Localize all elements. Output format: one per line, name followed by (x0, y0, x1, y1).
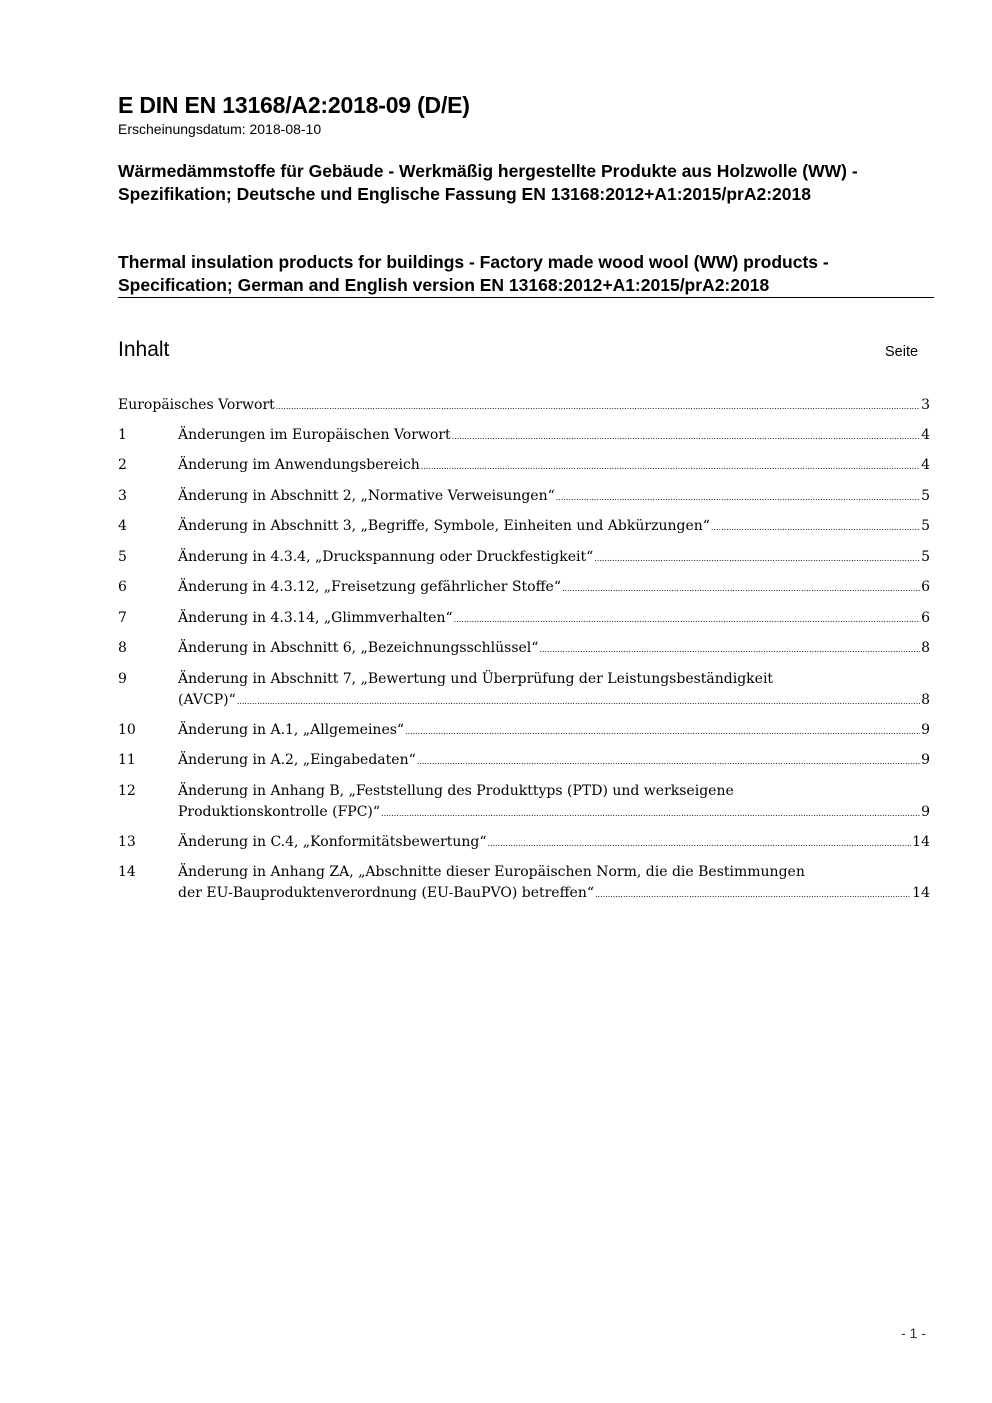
toc-entry-number: 5 (118, 549, 127, 565)
toc-entry-number: 9 (118, 671, 127, 687)
toc-entry-title-line: Änderung in 4.3.14, „Glimmverhalten“ (178, 610, 453, 626)
toc-entry[interactable] (118, 547, 930, 569)
publication-date: Erscheinungsdatum: 2018-08-10 (118, 121, 322, 137)
toc-entry[interactable] (118, 781, 930, 824)
title-english: Thermal insulation products for buildings - Factory made wood wool (WW) products - Specification; German and English version EN 13168:2012+A1:2015/prA2:2018 (118, 252, 829, 295)
toc-entry-number: 7 (118, 610, 127, 626)
toc-entry[interactable] (118, 720, 930, 742)
toc-entry-number: 12 (118, 783, 136, 799)
toc-entry-page: 5 (921, 488, 930, 504)
toc-entry-title-line: der EU-Bauproduktenverordnung (EU-BauPVO) betreffen“ (178, 885, 594, 901)
toc-page-column-label: Seite (885, 344, 919, 360)
toc-entry-title-line: Änderung in Abschnitt 6, „Bezeichnungsschlüssel“ (178, 640, 539, 656)
toc-entry[interactable] (118, 516, 930, 538)
toc-dot-leader (488, 832, 912, 854)
toc-entry-number: 14 (118, 864, 136, 880)
toc-dot-leader (454, 608, 920, 630)
toc-entry-title-line: Änderung in 4.3.4, „Druckspannung oder Druckfestigkeit“ (178, 549, 594, 565)
page-number: - 1 - (901, 1325, 926, 1341)
toc-entry-page: 5 (921, 518, 930, 534)
toc-dot-leader (711, 516, 920, 538)
toc-dot-leader (405, 720, 920, 742)
toc-dot-leader (417, 750, 920, 772)
toc-entry-title-line: Änderung in Anhang B, „Feststellung des Produkttyps (PTD) und werkseigene (178, 783, 734, 799)
toc-entry[interactable] (118, 395, 930, 417)
toc-entry[interactable] (118, 832, 930, 854)
toc-entry-title-line: Produktionskontrolle (FPC)“ (178, 804, 381, 820)
toc-entry-page: 4 (921, 427, 930, 443)
toc-entry[interactable] (118, 455, 930, 477)
toc-entry-page: 3 (921, 397, 930, 413)
toc-dot-leader (421, 455, 920, 477)
toc-entry-title-line: Änderung im Anwendungsbereich (178, 457, 420, 473)
toc-entry-number: 11 (118, 752, 136, 768)
toc-entry-title-line: (AVCP)“ (178, 692, 236, 708)
toc-entry-number: 13 (118, 834, 136, 850)
toc-entry[interactable] (118, 862, 930, 905)
toc-dot-leader (276, 395, 920, 417)
toc-entry-title-line: Europäisches Vorwort (118, 397, 275, 413)
toc-entry-number: 4 (118, 518, 127, 534)
toc-entry-page: 8 (921, 640, 930, 656)
toc-dot-leader (539, 638, 920, 660)
toc-entry-title-line: Änderung in Abschnitt 3, „Begriffe, Symbole, Einheiten und Abkürzungen“ (178, 518, 710, 534)
toc-entry-title-line: Änderung in Abschnitt 2, „Normative Verweisungen“ (178, 488, 555, 504)
toc-entry-page: 9 (921, 752, 930, 768)
toc-entry-page: 14 (912, 885, 930, 901)
toc-entry-number: 3 (118, 488, 127, 504)
toc-entry-title-line: Änderung in Abschnitt 7, „Bewertung und Überprüfung der Leistungsbeständigkeit (178, 671, 774, 687)
toc-entry[interactable] (118, 638, 930, 660)
toc-entry-page: 9 (921, 722, 930, 738)
toc-entry[interactable] (118, 486, 930, 508)
toc-dot-leader (237, 690, 920, 712)
toc-entry-page: 9 (921, 804, 930, 820)
title-german: Wärmedämmstoffe für Gebäude - Werkmäßig hergestellte Produkte aus Holzwolle (WW) - Spezifikation; Deutsche und Englische Fassung EN 13168:2012+A1:2015/prA2:2018 (118, 161, 858, 204)
toc-dot-leader (562, 577, 920, 599)
toc-entry-number: 2 (118, 457, 127, 473)
toc-entry-number: 6 (118, 579, 127, 595)
toc-entry-number: 1 (118, 427, 127, 443)
toc-entry[interactable] (118, 608, 930, 630)
toc-dot-leader (452, 425, 920, 447)
title-divider (118, 297, 934, 298)
toc-entry-title-line: Änderung in 4.3.12, „Freisetzung gefährlicher Stoffe“ (178, 579, 561, 595)
toc-dot-leader (556, 486, 920, 508)
toc-heading: Inhalt (118, 338, 170, 361)
toc-entry-title-line: Änderung in Anhang ZA, „Abschnitte dieser Europäischen Norm, die die Bestimmungen (178, 864, 805, 880)
toc-entry-title-line: Änderung in A.2, „Eingabedaten“ (178, 752, 416, 768)
toc-entry-page: 8 (921, 692, 930, 708)
toc-dot-leader (594, 547, 920, 569)
toc-dot-leader (381, 802, 920, 824)
toc-entry[interactable] (118, 750, 930, 772)
toc-entry[interactable] (118, 425, 930, 447)
toc-entry-page: 6 (921, 579, 930, 595)
toc-entry-number: 8 (118, 640, 127, 656)
toc-dot-leader (595, 883, 911, 905)
toc-entry-page: 14 (912, 834, 930, 850)
toc-entry-page: 4 (921, 457, 930, 473)
toc-entry-title-line: Änderungen im Europäischen Vorwort (178, 427, 451, 443)
toc-entry-title-line: Änderung in A.1, „Allgemeines“ (178, 722, 405, 738)
toc-entry-number: 10 (118, 722, 136, 738)
toc-entry-title-line: Änderung in C.4, „Konformitätsbewertung“ (178, 834, 487, 850)
toc-entry[interactable] (118, 669, 930, 712)
toc-entry-page: 5 (921, 549, 930, 565)
document-id: E DIN EN 13168/A2:2018-09 (D/E) (118, 92, 470, 118)
toc-entry-page: 6 (921, 610, 930, 626)
toc-entry[interactable] (118, 577, 930, 599)
